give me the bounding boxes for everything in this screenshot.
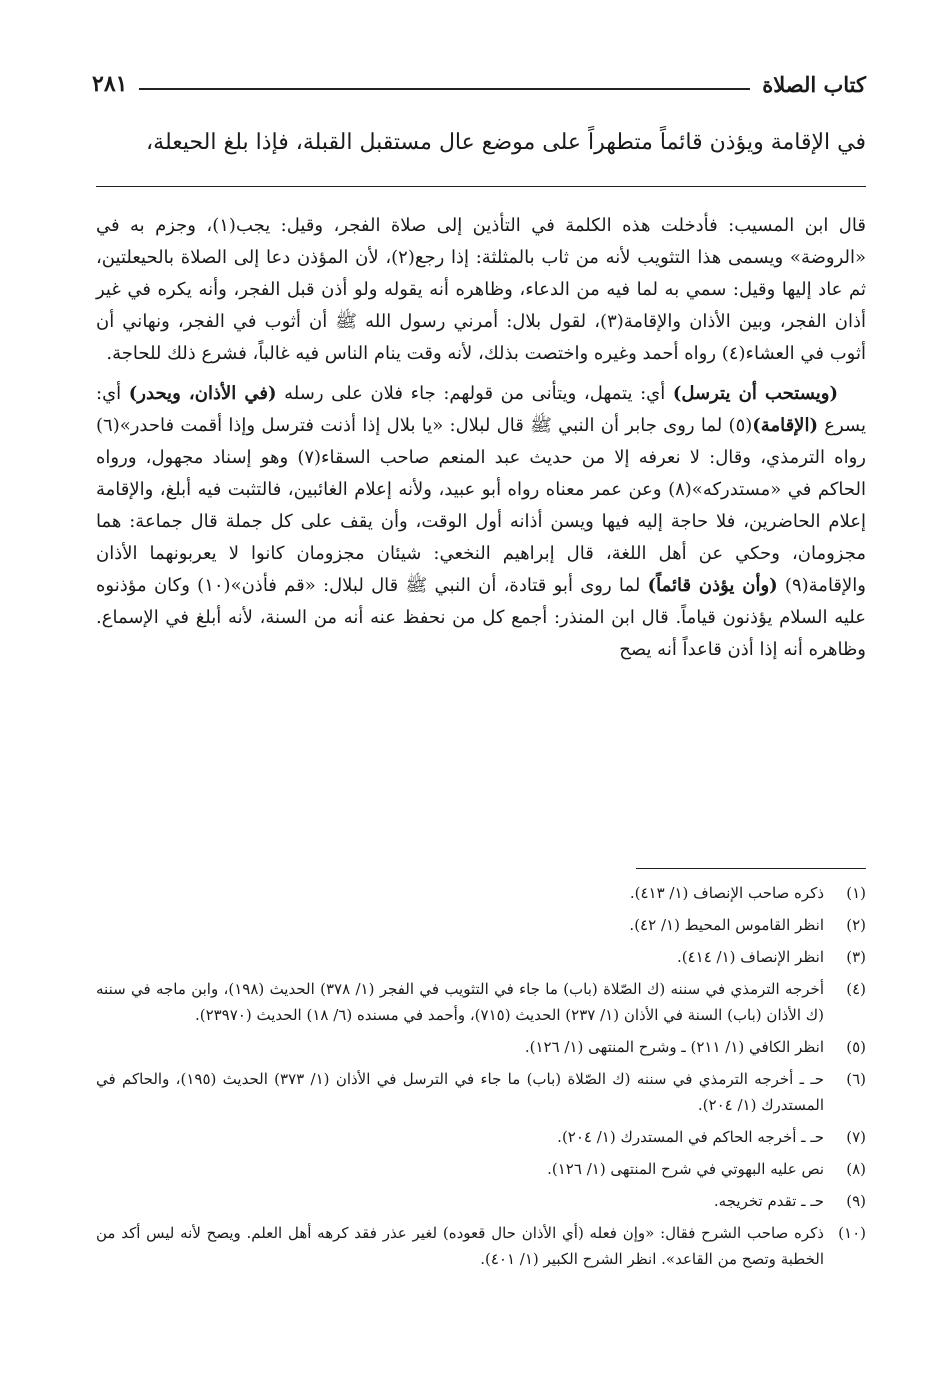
lemma: (الإقامة) (752, 415, 818, 436)
page-number: ٢٨١ (92, 71, 128, 97)
footnote (96, 1156, 866, 1182)
header-rule (139, 88, 750, 90)
footnote-number: (١٠) (838, 1224, 866, 1242)
footnote-text: حـ ـ أخرجه الحاكم في المستدرك (١/ ٢٠٤). (557, 1128, 824, 1146)
footnote-number: (٧) (846, 1128, 866, 1146)
footnote-number: (٥) (846, 1038, 866, 1056)
footnote (96, 912, 866, 938)
lemma: (ويستحب أن يترسل) (672, 383, 839, 404)
commentary (96, 210, 866, 674)
lemma: (وأن يؤذن قائماً) (647, 575, 778, 596)
footnote (96, 1220, 866, 1272)
footnotes (96, 880, 866, 1278)
footnote (96, 1124, 866, 1150)
main-text: في الإقامة ويؤذن قائماً متطهراً على موضع عال مستقبل القبلة، فإذا بلغ الحيعلة، (146, 130, 866, 155)
footnote-text: أخرجه الترمذي في سننه (ك الصّلاة (باب) ما جاء في التثويب في الفجر (١/ ٣٧٨) الحديث (١٩٨)، وابن ماجه في سننه (ك الأذان (باب) السنة في الأذان (١/ ٢٣٧) الحديث (٧١٥)، وأحمد في مسنده (٦/ ١٨) الحديث (٢٣٩٧٠). (96, 980, 825, 1024)
footnote-text: انظر القاموس المحيط (١/ ٤٢). (629, 916, 824, 934)
footnote (96, 1066, 866, 1118)
commentary-text: لما روى أبو قتادة، أن النبي ﷺ قال لبلال: «قم فأذن»(١٠) وكان مؤذنوه عليه السلام يؤذنون قياماً. قال ابن المنذر: أجمع كل من نحفظ عنه أنه من السنة، لأنه أبلغ في الإسماع. وظاهره أنه إذا أذن قاعداً أنه يصح (96, 575, 866, 660)
footnote-number: (٢) (846, 916, 866, 934)
footnote-number: (٦) (846, 1070, 866, 1088)
footnote (96, 976, 866, 1028)
footnote-text: ذكره صاحب الشرح فقال: «وإن فعله (أي الأذان حال قعوده) لغير عذر فقد كرهه أهل العلم. ويصح لأنه ليس أكد من الخطبة وتصح من القاعد». انظر الشرح الكبير (١/ ٤٠١). (96, 1224, 824, 1268)
footnote (96, 1034, 866, 1060)
footnote-text: انظر الإنصاف (١/ ٤١٤). (676, 948, 824, 966)
footnote-text: حـ ـ أخرجه الترمذي في سننه (ك الصّلاة (باب) ما جاء في الترسل في الأذان (١/ ٣٧٣) الحديث (١٩٥)، والحاكم في المستدرك (١/ ٢٠٤). (96, 1070, 824, 1114)
footnote-number: (٣) (846, 948, 866, 966)
commentary-paragraph-1: قال ابن المسيب: فأدخلت هذه الكلمة في التأذين إلى صلاة الفجر، وقيل: يجب(١)، وجزم به في «الروضة» ويسمى هذا التثويب لأنه من ثاب بالمثلثة: إذا رجع(٢)، لأن المؤذن دعا إلى الصلاة بالحيعلتين، ثم عاد إليها وقيل: سمي به لما فيه من الدعاء، وظاهره أنه يقوله ولو أذن قبل الفجر، وأنه يكره في غير أذان الفجر، وبين الأذان والإقامة(٣)، لقول بلال: أمرني رسول الله ﷺ أن أثوب في الفجر، ونهاني أن أثوب في العشاء(٤) رواه أحمد وغيره واختصت بذلك، لأنه وقت ينام الناس فيه غالباً، فشرع ذلك للحاجة. (96, 215, 866, 364)
footnote-number: (٩) (846, 1192, 866, 1210)
lemma: (في الأذان، ويحدر) (128, 383, 277, 404)
footnote-number: (٨) (846, 1160, 866, 1178)
commentary-text: أي: يتمهل، ويتأنى من قولهم: جاء فلان على رسله (276, 383, 673, 404)
running-header (92, 66, 866, 102)
footnote-text: انظر الكافي (١/ ٢١١) ـ وشرح المنتهى (١/ ١٢٦). (524, 1038, 824, 1056)
footnote (96, 880, 866, 906)
footnote-divider (636, 868, 866, 869)
footnote (96, 1188, 866, 1214)
commentary-paragraph-2 (96, 378, 866, 666)
footnote (96, 944, 866, 970)
footnote-number: (٤) (846, 980, 866, 998)
commentary-text: أي: يسرع (96, 383, 866, 436)
footnote-text: ذكره صاحب الإنصاف (١/ ٤١٣). (629, 884, 824, 902)
main-text-divider (96, 186, 866, 187)
footnote-text: حـ ـ تقدم تخريجه. (713, 1192, 824, 1210)
commentary-text: (٥) لما روى جابر أن النبي ﷺ قال لبلال: «يا بلال إذا أذنت فترسل وإذا أقمت فاحدر»(٦) رواه الترمذي، وقال: لا نعرفه إلا من حديث عبد المنعم صاحب السقاء(٧) وهو إسناد مجهول، ورواه الحاكم في «مستدركه»(٨) وعن عمر معناه رواه أبو عبيد، ولأنه إعلام الغائبين، فالتثبت فيه أبلغ، والإقامة إعلام الحاضرين، فلا حاجة إليه فيها ويسن أذانه أول الوقت، وأن يقف على كل جملة قال جماعة: هما مجزومان، وحكي عن أهل اللغة، قال إبراهيم النخعي: شيئان مجزومان كانوا لا يعربونهما الأذان والإقامة(٩) (96, 415, 866, 596)
footnote-text: نص عليه البهوتي في شرح المنتهى (١/ ١٢٦). (547, 1160, 824, 1178)
book-title: كتاب الصلاة (762, 71, 866, 97)
footnote-number: (١) (846, 884, 866, 902)
